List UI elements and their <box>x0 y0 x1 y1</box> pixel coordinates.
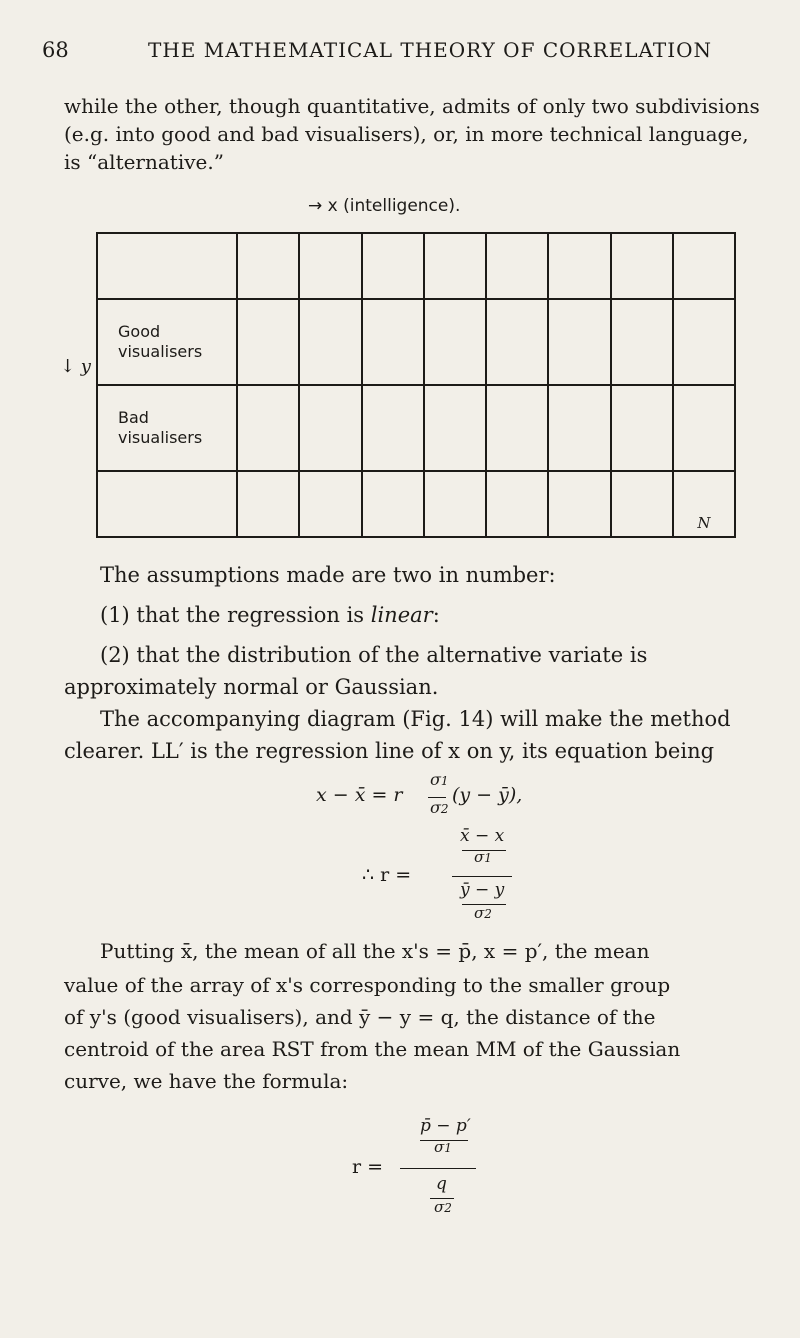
eq1-numerator: σ1 <box>430 770 449 789</box>
page-number: 68 <box>42 38 69 62</box>
grid-cell <box>611 233 673 299</box>
grid-cell <box>237 471 299 537</box>
eq2-main-bar <box>452 876 512 877</box>
eq3-den-bot: σ2 <box>434 1198 452 1216</box>
assumption-1-suffix: : <box>432 603 440 627</box>
grid-cell <box>362 299 424 385</box>
putting-line4: centroid of the area RST from the mean MM of the Gaussian <box>64 1037 681 1061</box>
eq2-den-bot: σ2 <box>474 904 492 922</box>
assumption-2-line1: (2) that the distribution of the alternative variate is <box>100 643 648 667</box>
grid-cell <box>362 233 424 299</box>
grid-cell <box>548 471 610 537</box>
grid-cell <box>673 385 735 471</box>
grid-cell <box>673 233 735 299</box>
row-label-bad: Bad visualisers <box>97 385 237 471</box>
grid-cell <box>486 385 548 471</box>
putting-line5: curve, we have the formula: <box>64 1069 349 1093</box>
grid-cell <box>237 299 299 385</box>
grid-cell <box>97 233 237 299</box>
eq2-den-top: ȳ − y <box>460 880 505 900</box>
grid-cell <box>299 385 361 471</box>
eq1-rhs: (y − ȳ), <box>452 784 523 806</box>
grid-cell <box>299 299 361 385</box>
grid-cell <box>424 299 486 385</box>
grid-cell <box>548 299 610 385</box>
grid-cell <box>548 385 610 471</box>
eq3-main-bar <box>400 1168 476 1169</box>
diagram-line2: clearer. LL′ is the regression line of x on y, its equation being <box>64 739 715 763</box>
grid-cell <box>299 233 361 299</box>
assumption-2-line2: approximately normal or Gaussian. <box>64 675 439 699</box>
intro-paragraph: while the other, though quantitative, admits of only two subdivisions (e.g. into good and bad visualisers), or, in more technical language, is “alternative.” <box>64 94 760 174</box>
grid-cell <box>424 471 486 537</box>
eq2-prefix: ∴ r = <box>362 864 412 886</box>
eq3-den-top: q <box>436 1174 447 1194</box>
total-label: N <box>673 471 735 537</box>
y-axis-label: ↓ y <box>60 356 91 377</box>
eq3-prefix: r = <box>352 1156 384 1178</box>
grid-cell <box>486 471 548 537</box>
eq2-num-top: x̄ − x <box>460 826 505 846</box>
grid-cell <box>486 233 548 299</box>
grid-cell <box>611 299 673 385</box>
grid-cell <box>486 299 548 385</box>
putting-line2: value of the array of x's corresponding to the smaller group <box>64 973 671 997</box>
row-label-good: Good visualisers <box>97 299 237 385</box>
contingency-grid <box>96 232 736 538</box>
grid-cell <box>611 471 673 537</box>
grid-cell <box>362 471 424 537</box>
putting-line3: of y's (good visualisers), and ȳ − y = q, the distance of the <box>64 1005 656 1029</box>
assumption-1 <box>100 600 440 630</box>
grid-cell <box>548 233 610 299</box>
eq2-num-bot: σ1 <box>474 848 492 866</box>
eq1-lhs: x − x̄ = r <box>316 784 403 806</box>
eq3-num-top: p̄ − p′ <box>420 1116 471 1136</box>
grid-cell <box>97 471 237 537</box>
diagram-line1: The accompanying diagram (Fig. 14) will make the method <box>100 707 731 731</box>
x-axis-label: → x (intelligence). <box>308 196 461 216</box>
grid-cell <box>611 385 673 471</box>
eq3-num-bot: σ1 <box>434 1138 452 1156</box>
grid-cell <box>424 385 486 471</box>
grid-cell <box>299 471 361 537</box>
grid-cell <box>237 233 299 299</box>
grid-cell <box>424 233 486 299</box>
eq1-denominator: σ2 <box>430 798 449 817</box>
putting-line1: Putting x̄, the mean of all the x's = p̄, x = p′, the mean <box>100 939 650 963</box>
assumptions-intro: The assumptions made are two in number: <box>100 563 556 587</box>
assumption-1-prefix: (1) that the regression is <box>100 603 371 627</box>
grid-cell <box>237 385 299 471</box>
running-title: THE MATHEMATICAL THEORY OF CORRELATION <box>148 38 712 62</box>
assumption-1-emph: linear <box>370 603 433 627</box>
grid-cell <box>362 385 424 471</box>
grid-cell <box>673 299 735 385</box>
